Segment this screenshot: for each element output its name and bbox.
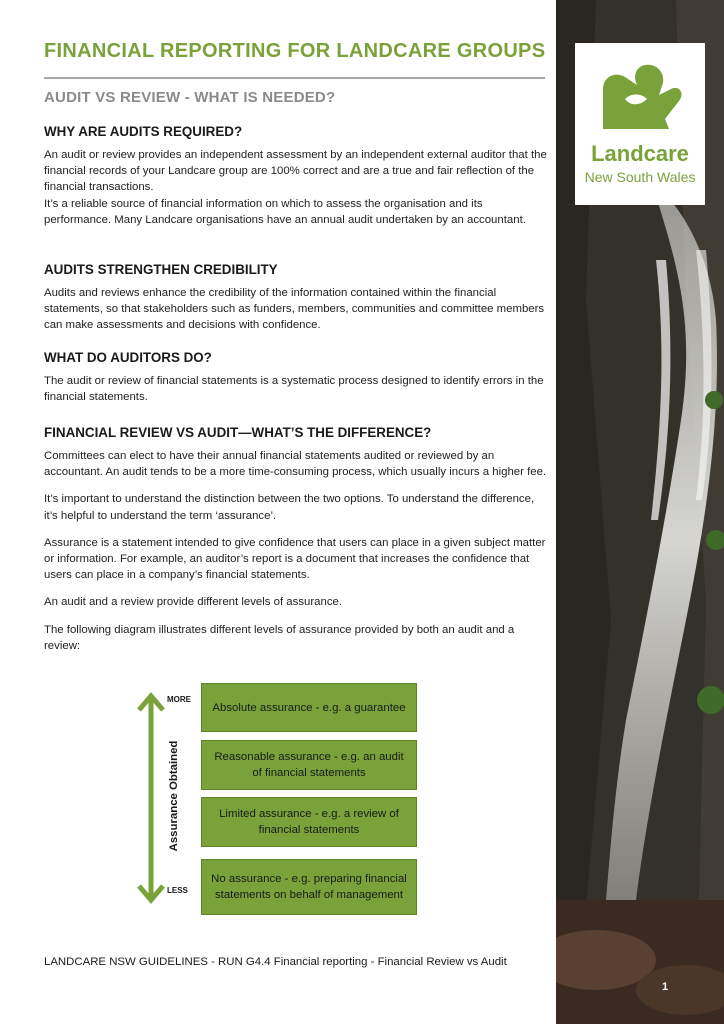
paragraph: The audit or review of financial statements is a systematic process designed to identify errors in the financial statements. (44, 375, 544, 404)
section-heading: FINANCIAL REVIEW VS AUDIT—WHAT’S THE DIFFERENCE? (44, 425, 432, 440)
paragraph: It’s a reliable source of financial information on which to assess the organisation and its performance. Many Landcare organisations have an annual audit undertaken by an accountant. (44, 197, 526, 226)
level-limited-assurance: Limited assurance - e.g. a review of financial statements (201, 797, 417, 847)
section-review-vs-audit (44, 425, 549, 661)
less-label: LESS (167, 886, 188, 895)
logo-text-region: New South Wales (584, 169, 696, 185)
paragraph: An audit or review provides an independent assessment by an independent external auditor that the financial records of your Landcare group are 100% correct and are a true and fair reflection of the financial transactions. (44, 149, 547, 194)
logo-text-landcare: Landcare (591, 141, 689, 166)
section-heading: AUDITS STRENGTHEN CREDIBILITY (44, 262, 278, 277)
section-auditors (44, 350, 549, 412)
paragraph: Assurance is a statement intended to give confidence that users can place in a given subject matter or information. For example, an auditor’s report is a document that increases the confidence that users can place in a company’s financial statements. (44, 536, 546, 582)
paragraph: It’s important to understand the distinction between the two options. To understand the difference, it’s helpful to understand the term ‘assurance’. (44, 493, 535, 522)
landcare-logo (575, 43, 705, 205)
double-arrow-icon (135, 688, 167, 908)
more-label: MORE (167, 695, 191, 704)
footer-text: LANDCARE NSW GUIDELINES - RUN G4.4 Financial reporting - Financial Review vs Audit (44, 956, 507, 968)
paragraph: An audit and a review provide different levels of assurance. (44, 596, 343, 609)
paragraph: The following diagram illustrates different levels of assurance provided by both an audit and a review: (44, 623, 515, 652)
section-heading: WHAT DO AUDITORS DO? (44, 350, 212, 365)
section-credibility (44, 262, 549, 341)
section-why-audits (44, 124, 549, 235)
level-no-assurance: No assurance - e.g. preparing financial statements on behalf of management (201, 859, 417, 915)
landcare-hands-logo-icon (595, 59, 687, 133)
axis-label: Assurance Obtained (168, 740, 180, 852)
page-number: 1 (662, 981, 669, 993)
page-subtitle: AUDIT VS REVIEW - WHAT IS NEEDED? (44, 89, 336, 106)
level-absolute-assurance: Absolute assurance - e.g. a guarantee (201, 683, 417, 732)
document-title: FINANCIAL REPORTING FOR LANDCARE GROUPS (44, 40, 546, 62)
title-divider (44, 77, 545, 79)
paragraph: Audits and reviews enhance the credibility of the information contained within the financial statements, so that stakeholders such as funders, members, communities and committee members can make assessments and decisions with confidence. (44, 287, 545, 332)
paragraph: Committees can elect to have their annual financial statements audited or reviewed by an accountant. An audit tends to be a more time-consuming process, which usually incurs a higher fee. (44, 450, 547, 479)
section-heading: WHY ARE AUDITS REQUIRED? (44, 124, 243, 139)
level-reasonable-assurance: Reasonable assurance - e.g. an audit of financial statements (201, 740, 417, 790)
